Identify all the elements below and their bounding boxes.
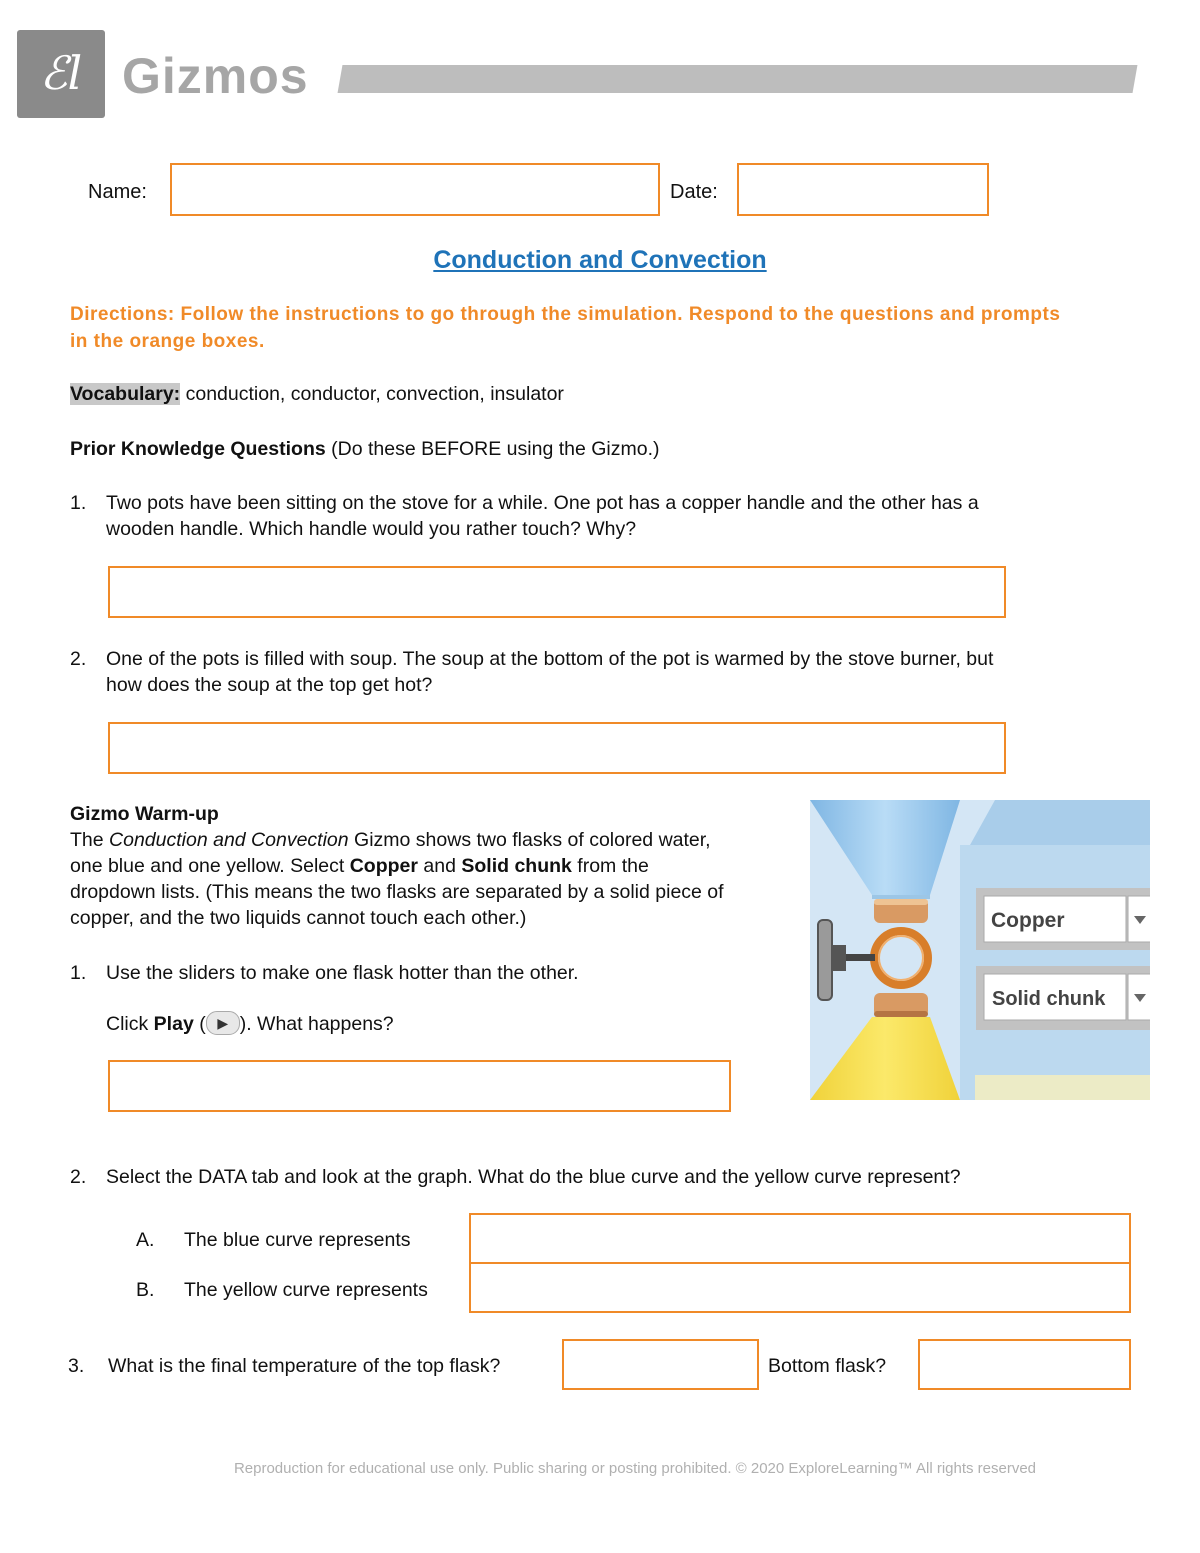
- prior-note: (Do these BEFORE using the Gizmo.): [331, 438, 660, 460]
- prior-q2-line2: how does the soup at the top get hot?: [106, 674, 433, 696]
- play-word: Play: [153, 1013, 194, 1035]
- date-field[interactable]: [737, 163, 989, 216]
- warmup-q2-number: 2.: [70, 1166, 87, 1188]
- prior-q2-line1: One of the pots is filled with soup. The soup at the bottom of the pot is warmed by the stove burner, but: [106, 648, 994, 670]
- gizmo-dropdown-copper: Copper: [991, 909, 1065, 932]
- logo-glyph: ℰl: [39, 46, 83, 100]
- warmup-q3-text: What is the final temperature of the top flask?: [108, 1355, 501, 1377]
- prior-q2-number: 2.: [70, 648, 87, 670]
- warmup-line-4: copper, and the two liquids cannot touch each other.): [70, 907, 527, 929]
- gizmo-screenshot: [810, 800, 1150, 1100]
- bottom-flask-label: Bottom flask?: [768, 1355, 887, 1377]
- prior-q1-line2: wooden handle. Which handle would you rather touch? Why?: [106, 518, 637, 540]
- warmup-line2-a: one blue and one yellow. Select: [70, 855, 345, 877]
- prior-heading-text: Prior Knowledge Questions: [70, 438, 326, 460]
- warmup-solid-chunk: Solid chunk: [461, 855, 572, 877]
- warmup-q3-number: 3.: [68, 1355, 85, 1377]
- page-title: Conduction and Convection: [433, 246, 767, 274]
- warmup-q1-number: 1.: [70, 962, 87, 984]
- footer: Reproduction for educational use only. Public sharing or posting prohibited. © 2020 ExploreLearning™ All rights reserved: [233, 1460, 1037, 1477]
- warmup-gizmo-name: Conduction and Convection: [109, 829, 349, 851]
- warmup-heading: Gizmo Warm-up: [70, 803, 219, 825]
- warmup-q1-answer-box[interactable]: [108, 1060, 731, 1112]
- vocabulary-label: Vocabulary:: [70, 383, 181, 405]
- warmup-q1-click: [106, 1011, 394, 1037]
- open-paren: (: [199, 1013, 206, 1035]
- warmup-line-1: [70, 827, 810, 853]
- bottom-flask-temp-box[interactable]: [918, 1339, 1131, 1390]
- warmup-the: The: [70, 829, 104, 851]
- warmup-copper: Copper: [349, 855, 418, 877]
- warmup-line-2: [70, 853, 810, 879]
- warmup-line-3: dropdown lists. (This means the two flasks are separated by a solid piece of: [70, 881, 724, 903]
- top-flask-temp-box[interactable]: [562, 1339, 759, 1390]
- vocabulary-terms: conduction, conductor, convection, insulator: [185, 383, 564, 405]
- name-label: Name:: [88, 181, 147, 203]
- what-happens: ). What happens?: [239, 1013, 394, 1035]
- prior-knowledge-heading: [70, 436, 660, 462]
- blue-curve-answer-box[interactable]: [469, 1213, 1131, 1264]
- warmup-line2-b: from the: [577, 855, 649, 877]
- directions: Directions: Follow the instructions to go through the simulation. Respond to the questions and prompts in the orange boxes.: [70, 304, 1061, 352]
- gizmo-dropdown-solid-chunk: Solid chunk: [992, 988, 1106, 1010]
- vocabulary: [70, 381, 564, 407]
- gizmo-illustration: [810, 800, 1150, 1100]
- prior-q1-number: 1.: [70, 492, 87, 514]
- header-bar: [338, 65, 1138, 93]
- prior-q2-answer-box[interactable]: [108, 722, 1006, 774]
- prior-q1-answer-box[interactable]: [108, 566, 1006, 618]
- brand-name: Gizmos: [122, 48, 309, 104]
- date-label: Date:: [670, 181, 718, 203]
- prior-q1-line1: Two pots have been sitting on the stove for a while. One pot has a copper handle and the other has a: [106, 492, 979, 514]
- play-icon: ▶: [206, 1011, 240, 1035]
- warmup-line1-rest: Gizmo shows two flasks of colored water,: [354, 829, 711, 851]
- yellow-curve-answer-box[interactable]: [469, 1262, 1131, 1313]
- option-a-text: The blue curve represents: [184, 1229, 411, 1251]
- option-b-letter: B.: [136, 1279, 155, 1301]
- option-a-letter: A.: [136, 1229, 155, 1251]
- warmup-paragraph: [70, 827, 810, 931]
- warmup-and: and: [423, 855, 456, 877]
- click-word: Click: [106, 1013, 149, 1035]
- option-b-text: The yellow curve represents: [184, 1279, 428, 1301]
- name-field[interactable]: [170, 163, 660, 216]
- warmup-q2-text: Select the DATA tab and look at the graph. What do the blue curve and the yellow curve represent?: [106, 1166, 961, 1188]
- warmup-q1-text: Use the sliders to make one flask hotter than the other.: [106, 962, 579, 984]
